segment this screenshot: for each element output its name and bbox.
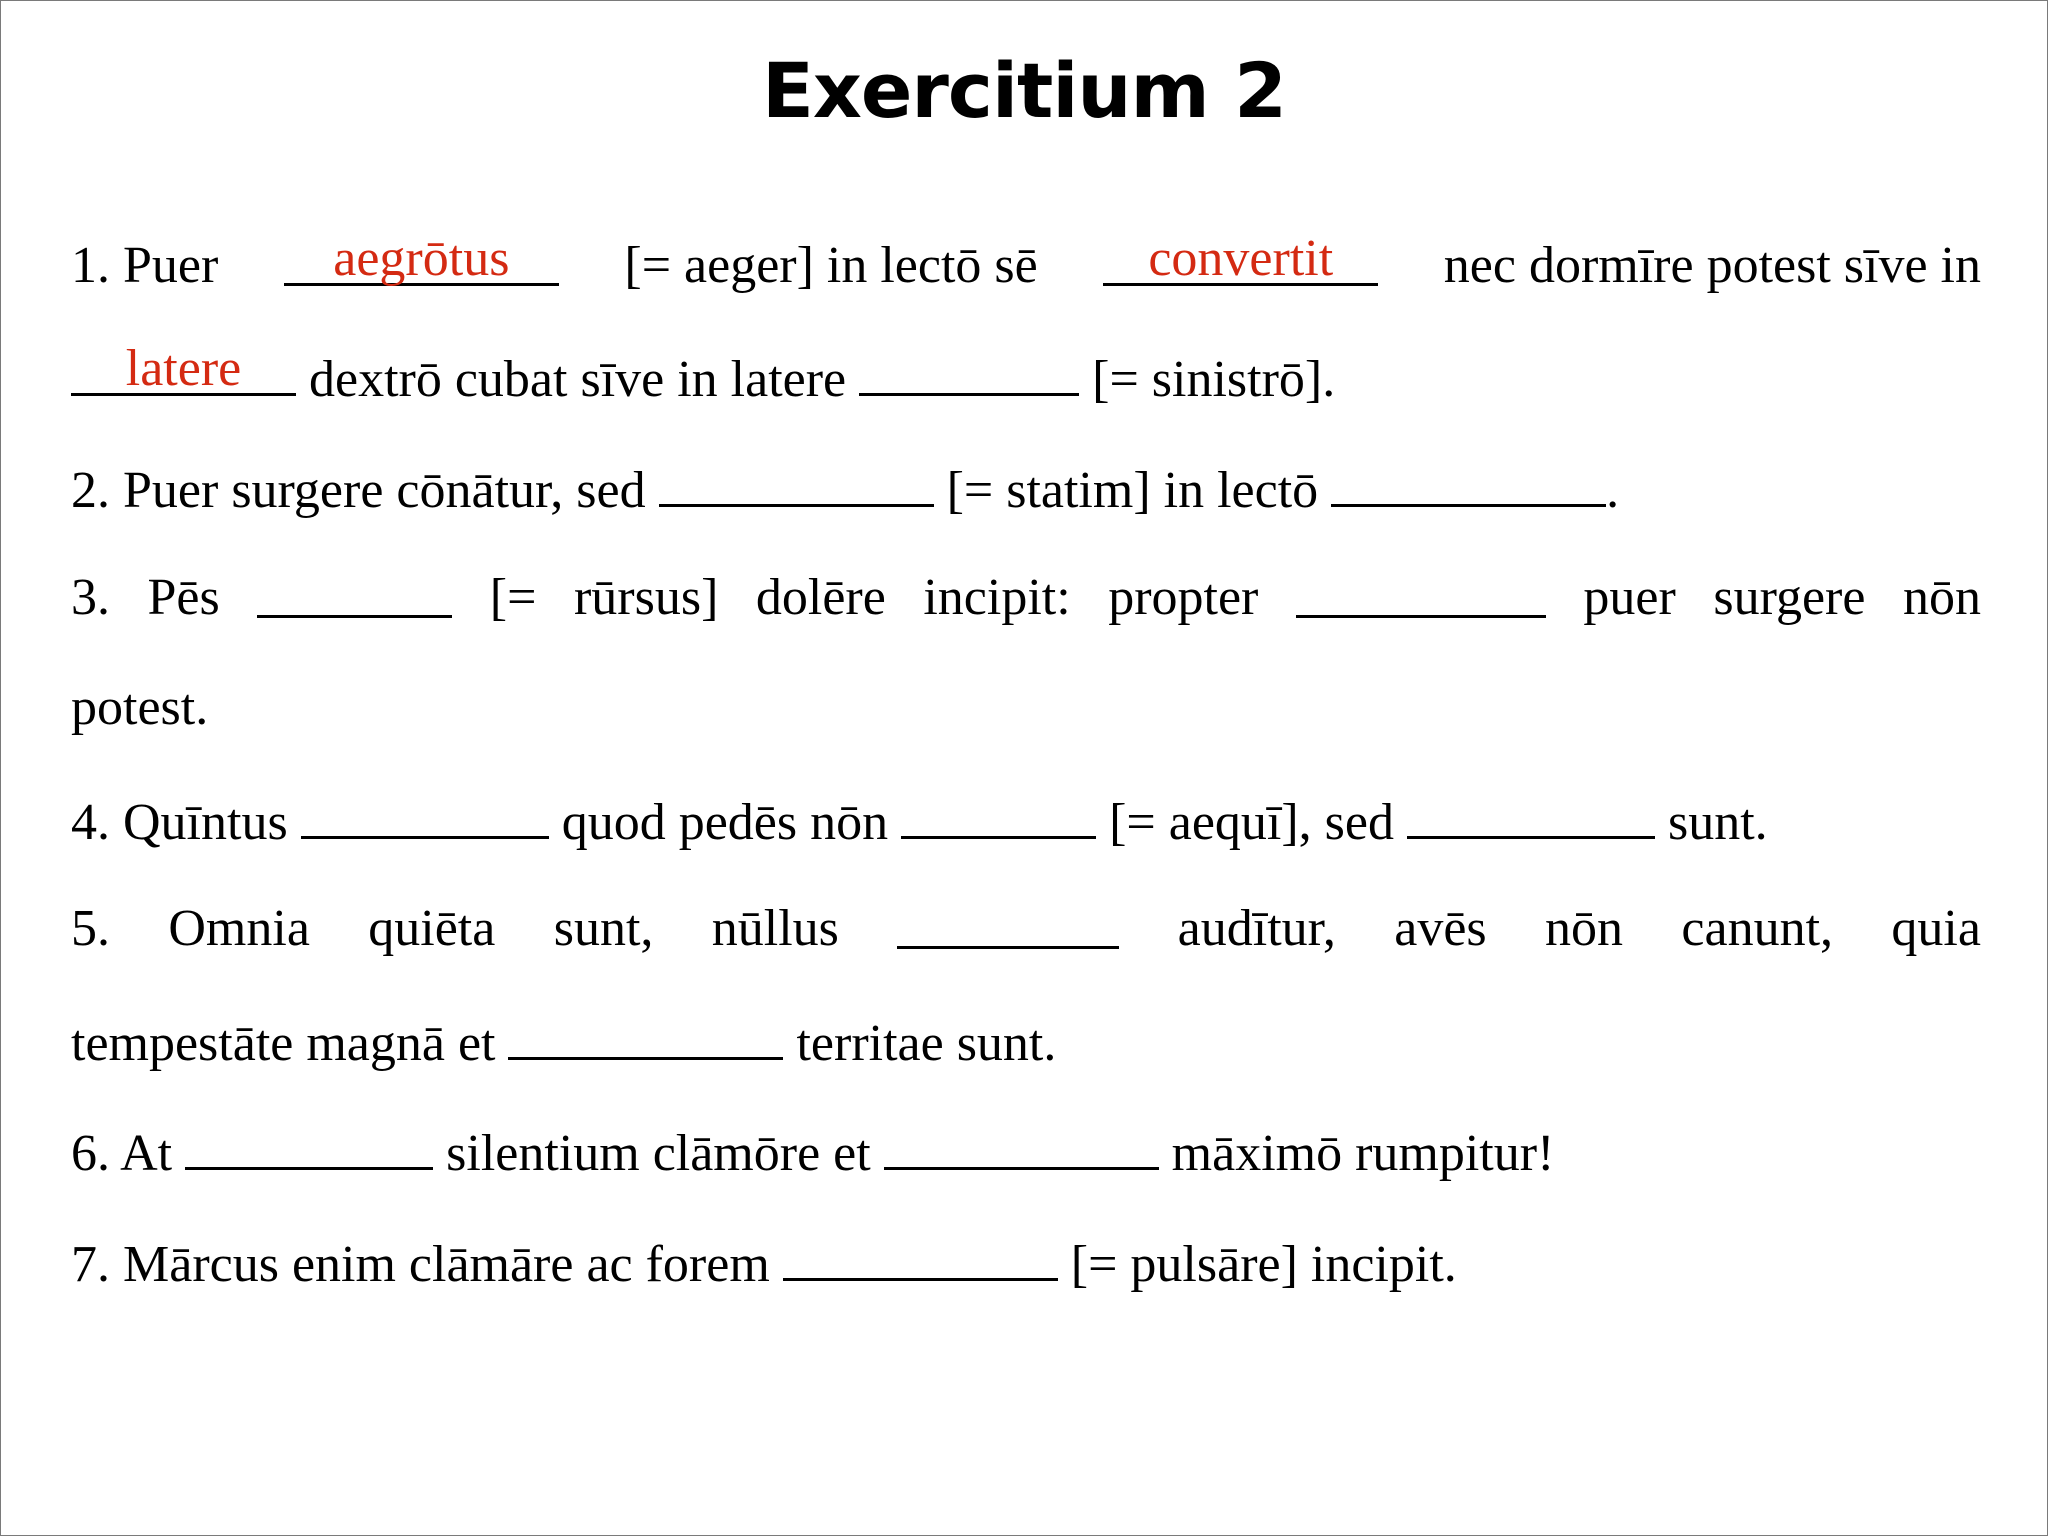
sentence-word: canunt, bbox=[1681, 900, 1834, 957]
sentence-word: nōn bbox=[1902, 569, 1981, 626]
answer-blank[interactable] bbox=[884, 1115, 1159, 1170]
answer-blank[interactable] bbox=[1331, 452, 1606, 507]
sentence-word: rūrsus] bbox=[573, 569, 719, 626]
sentence-text: [= aeger] in lectō sē bbox=[624, 237, 1038, 294]
exercise-line bbox=[71, 231, 1981, 301]
answer-blank[interactable] bbox=[1407, 784, 1655, 839]
sentence-word: Pēs bbox=[147, 569, 220, 626]
sentence-text: tempestāte magnā et bbox=[71, 1015, 496, 1072]
sentence-word: quiēta bbox=[368, 900, 496, 957]
exercise-line bbox=[71, 452, 1981, 522]
sentence-text: 1. Puer bbox=[71, 237, 219, 294]
answer-blank[interactable] bbox=[783, 1226, 1058, 1281]
answer-blank[interactable] bbox=[508, 1005, 783, 1060]
sentence-text: 6. At bbox=[71, 1125, 173, 1182]
exercise-line bbox=[71, 563, 1981, 633]
exercise-line bbox=[71, 341, 1981, 411]
sentence-text: 7. Mārcus enim clāmāre ac forem bbox=[71, 1236, 770, 1293]
sentence-word: puer bbox=[1583, 569, 1676, 626]
sentence-word: surgere bbox=[1713, 569, 1866, 626]
answer-blank[interactable] bbox=[71, 341, 296, 396]
sentence-text: potest. bbox=[71, 679, 209, 736]
exercise-line bbox=[71, 894, 1981, 964]
sentence-word: Omnia bbox=[168, 900, 310, 957]
sentence-word: 5. bbox=[71, 900, 110, 957]
sentence-text: 4. Quīntus bbox=[71, 794, 288, 851]
sentence-word: incipit: bbox=[923, 569, 1071, 626]
answer-blank[interactable] bbox=[284, 231, 559, 286]
sentence-word: nūllus bbox=[711, 900, 839, 957]
answer-blank[interactable] bbox=[901, 784, 1096, 839]
exercise-line bbox=[71, 1115, 1981, 1185]
sentence-word: propter bbox=[1108, 569, 1259, 626]
sentence-text: māximō rumpitur! bbox=[1171, 1125, 1555, 1182]
sentence-text: . bbox=[1606, 462, 1620, 519]
sentence-text: [= statim] in lectō bbox=[946, 462, 1319, 519]
sentence-text: quod pedēs nōn bbox=[561, 794, 889, 851]
answer-blank[interactable] bbox=[659, 452, 934, 507]
answer-text: aegrōtus bbox=[333, 230, 510, 287]
slide-title: Exercitium 2 bbox=[761, 46, 1287, 135]
sentence-word: 3. bbox=[71, 569, 110, 626]
sentence-text: 2. Puer surgere cōnātur, sed bbox=[71, 462, 646, 519]
sentence-word: dolēre bbox=[755, 569, 886, 626]
sentence-text: territae sunt. bbox=[796, 1015, 1057, 1072]
exercise-line bbox=[71, 1226, 1981, 1296]
sentence-word: nōn bbox=[1545, 900, 1624, 957]
answer-text: latere bbox=[125, 340, 242, 397]
sentence-word: [= bbox=[489, 569, 537, 626]
answer-blank[interactable] bbox=[185, 1115, 433, 1170]
answer-blank[interactable] bbox=[301, 784, 549, 839]
answer-blank[interactable] bbox=[897, 894, 1119, 949]
answer-blank[interactable] bbox=[1296, 563, 1546, 618]
sentence-text: [= aequī], sed bbox=[1109, 794, 1394, 851]
sentence-text: [= pulsāre] incipit. bbox=[1070, 1236, 1457, 1293]
sentence-text: silentium clāmōre et bbox=[446, 1125, 871, 1182]
exercise-line bbox=[71, 784, 1981, 854]
sentence-word: avēs bbox=[1394, 900, 1487, 957]
answer-blank[interactable] bbox=[859, 341, 1079, 396]
sentence-text: [= sinistrō]. bbox=[1092, 351, 1336, 408]
sentence-text: dextrō cubat sīve in latere bbox=[309, 351, 847, 408]
answer-blank[interactable] bbox=[257, 563, 452, 618]
sentence-word: audītur, bbox=[1177, 900, 1336, 957]
answer-text: convertit bbox=[1148, 230, 1334, 287]
exercise-line bbox=[71, 1005, 1981, 1075]
exercise-line bbox=[71, 673, 1981, 743]
answer-blank[interactable] bbox=[1103, 231, 1378, 286]
sentence-text: nec dormīre potest sīve in bbox=[1443, 237, 1981, 294]
sentence-word: quia bbox=[1891, 900, 1981, 957]
sentence-word: sunt, bbox=[553, 900, 654, 957]
sentence-text: sunt. bbox=[1667, 794, 1768, 851]
